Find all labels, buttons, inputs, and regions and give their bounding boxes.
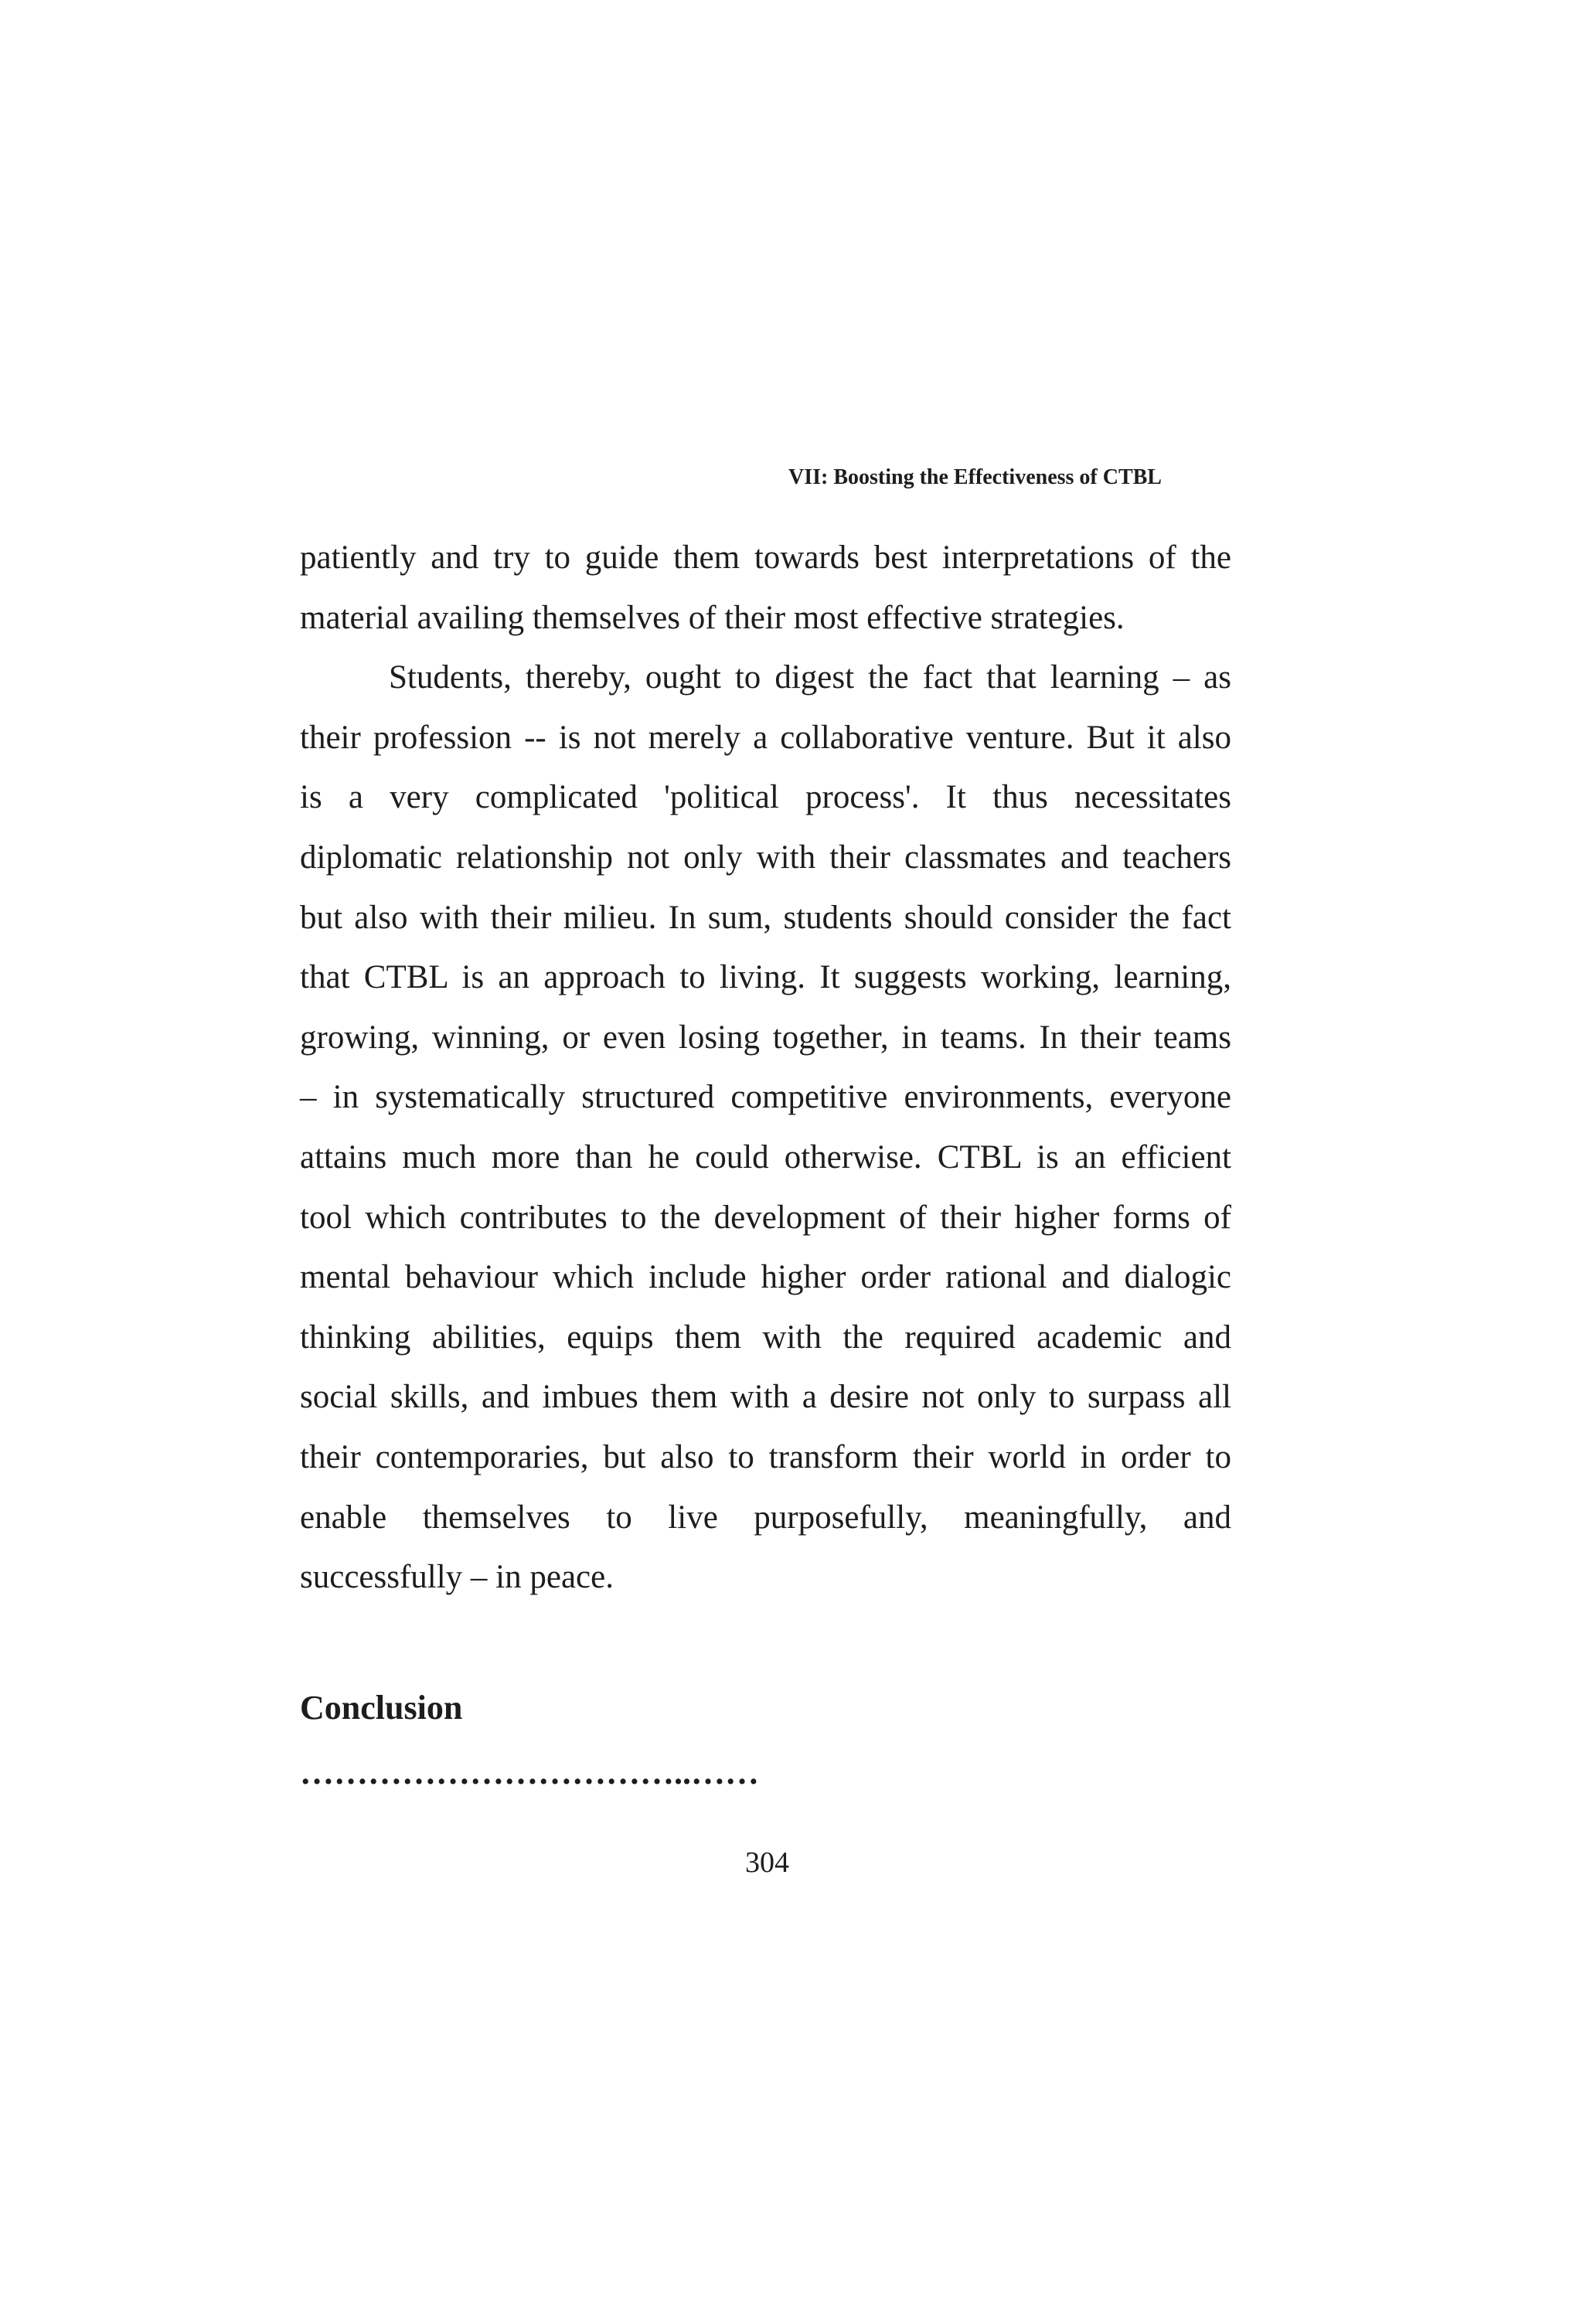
text-line: that CTBL is an approach to living. It suggests working, learning, (300, 959, 1231, 996)
text-line: social skills, and imbues them with a desire not only to surpass all (300, 1379, 1231, 1416)
text-line: tool which contributes to the development of their higher forms of (300, 1199, 1231, 1236)
text-line: Students, thereby, ought to digest the fact that learning – as (389, 659, 1231, 696)
text-line: growing, winning, or even losing together, in teams. In their teams (300, 1019, 1231, 1056)
text-line: is a very complicated 'political process'. It thus necessitates (300, 779, 1231, 816)
text-line: enable themselves to live purposefully, meaningfully, and (300, 1499, 1231, 1536)
text-line: – in systematically structured competitive environments, everyone (300, 1079, 1231, 1116)
text-line: mental behaviour which include higher order rational and dialogic (300, 1259, 1231, 1296)
page-number: 304 (745, 1846, 789, 1879)
text-line: material availing themselves of their most effective strategies. (300, 599, 1125, 636)
text-line: but also with their milieu. In sum, students should consider the fact (300, 899, 1231, 936)
text-line: thinking abilities, equips them with the required academic and (300, 1319, 1231, 1356)
text-line: their profession -- is not merely a collaborative venture. But it also (300, 719, 1231, 756)
text-line: successfully – in peace. (300, 1559, 614, 1596)
placeholder-dots: ……………………………..…… (300, 1754, 759, 1791)
text-line: patiently and try to guide them towards best interpretations of the (300, 539, 1231, 576)
body-text (300, 533, 1231, 1613)
text-line: attains much more than he could otherwise. CTBL is an efficient (300, 1138, 1231, 1176)
text-line: their contemporaries, but also to transform their world in order to (300, 1438, 1231, 1475)
running-header: VII: Boosting the Effectiveness of CTBL (788, 465, 1162, 489)
text-line: diplomatic relationship not only with their classmates and teachers (300, 839, 1231, 876)
section-heading-conclusion: Conclusion (300, 1689, 463, 1727)
